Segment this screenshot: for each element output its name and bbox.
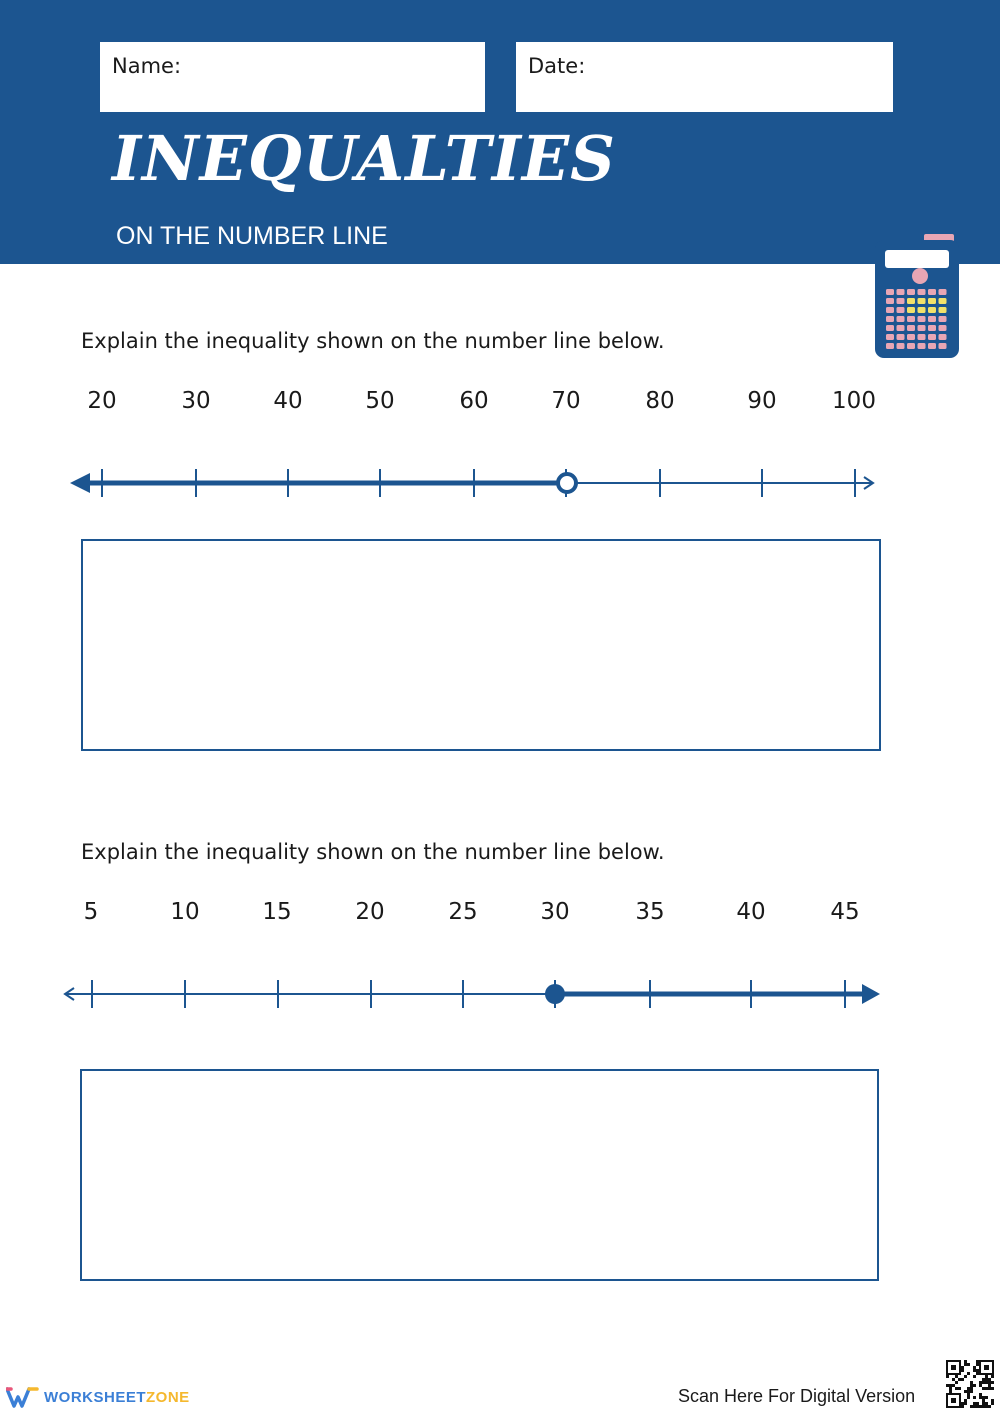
nl1-tick-label: 80 xyxy=(645,388,675,414)
calculator-key xyxy=(886,343,894,349)
calculator-key xyxy=(939,325,947,331)
qr-cell xyxy=(952,1378,955,1381)
calculator-key xyxy=(886,289,894,295)
qr-cell xyxy=(970,1405,973,1408)
qr-cell xyxy=(961,1378,964,1381)
qr-cell xyxy=(961,1405,964,1408)
calculator-key xyxy=(918,307,926,313)
nl2-tick-label: 25 xyxy=(448,899,478,925)
qr-cell xyxy=(973,1375,976,1378)
calculator-key xyxy=(897,289,905,295)
qr-cell xyxy=(973,1405,976,1408)
qr-cell xyxy=(976,1369,979,1372)
calculator-key xyxy=(918,325,926,331)
calculator-key xyxy=(928,289,936,295)
qr-cell xyxy=(988,1381,991,1384)
calculator-key xyxy=(918,343,926,349)
qr-cell xyxy=(973,1402,976,1405)
qr-cell xyxy=(985,1396,988,1399)
qr-cell xyxy=(985,1375,988,1378)
qr-cell xyxy=(946,1384,949,1387)
qr-cell xyxy=(985,1402,988,1405)
qr-cell xyxy=(991,1399,994,1402)
qr-cell xyxy=(979,1405,982,1408)
name-field[interactable] xyxy=(100,42,485,112)
qr-cell xyxy=(988,1378,991,1381)
qr-cell xyxy=(949,1384,952,1387)
number-line-1-labels xyxy=(0,388,1000,418)
qr-cell xyxy=(967,1387,970,1390)
qr-cell xyxy=(949,1390,952,1393)
qr-cell xyxy=(946,1375,949,1378)
calculator-key xyxy=(918,334,926,340)
number-line-2 xyxy=(0,964,1000,1024)
nl2-closed-endpoint xyxy=(545,984,565,1004)
nl1-tick-label: 90 xyxy=(747,388,777,414)
name-label: Name: xyxy=(112,54,182,78)
calculator-icon xyxy=(872,234,962,360)
qr-cell xyxy=(964,1402,967,1405)
nl1-tick-label: 100 xyxy=(832,388,876,414)
nl2-tick-label: 30 xyxy=(540,899,570,925)
nl2-tick-label: 20 xyxy=(355,899,385,925)
brand-name-part1: WORKSHEET xyxy=(44,1388,146,1406)
nl1-tick-label: 30 xyxy=(181,388,211,414)
nl1-tick-label: 20 xyxy=(87,388,117,414)
nl2-tick-label: 45 xyxy=(830,899,860,925)
calculator-key xyxy=(907,334,915,340)
qr-cell xyxy=(967,1393,970,1396)
qr-cell xyxy=(982,1387,985,1390)
qr-cell xyxy=(976,1360,979,1363)
number-line-1 xyxy=(0,453,1000,513)
qr-cell xyxy=(958,1387,961,1390)
calculator-key xyxy=(928,325,936,331)
qr-cell xyxy=(991,1381,994,1384)
nl1-tick-label: 50 xyxy=(365,388,395,414)
calculator-key xyxy=(886,325,894,331)
nl1-tick-label: 70 xyxy=(551,388,581,414)
qr-cell xyxy=(973,1384,976,1387)
qr-cell xyxy=(976,1363,979,1366)
qr-cell xyxy=(991,1402,994,1405)
brand-logo[interactable] xyxy=(6,1384,190,1410)
calculator-key xyxy=(907,316,915,322)
qr-cell xyxy=(964,1363,967,1366)
qr-cell xyxy=(964,1375,967,1378)
qr-cell xyxy=(991,1387,994,1390)
qr-cell xyxy=(970,1387,973,1390)
nl2-tick-label: 35 xyxy=(635,899,665,925)
nl1-tick-label: 40 xyxy=(273,388,303,414)
qr-cell xyxy=(952,1384,955,1387)
qr-cell xyxy=(949,1387,952,1390)
calculator-key xyxy=(897,307,905,313)
calculator-key xyxy=(897,298,905,304)
calculator-key xyxy=(939,307,947,313)
qr-cell xyxy=(961,1369,964,1372)
qr-cell xyxy=(982,1378,985,1381)
qr-cell xyxy=(985,1378,988,1381)
brand-name xyxy=(44,1389,190,1406)
answer-box-2[interactable] xyxy=(80,1069,879,1281)
calculator-key xyxy=(939,298,947,304)
qr-cell xyxy=(955,1375,958,1378)
question-1-prompt: Explain the inequality shown on the number line below. xyxy=(81,329,665,353)
worksheetzone-logo-icon xyxy=(6,1386,40,1408)
calculator-key xyxy=(939,316,947,322)
qr-cell xyxy=(982,1399,985,1402)
qr-cell xyxy=(982,1402,985,1405)
page-title: INEQUALTIES xyxy=(112,122,616,195)
qr-cell xyxy=(973,1369,976,1372)
qr-cell xyxy=(961,1402,964,1405)
qr-cell xyxy=(973,1396,976,1399)
calculator-key xyxy=(939,334,947,340)
qr-cell xyxy=(967,1372,970,1375)
calculator-key xyxy=(897,334,905,340)
date-field[interactable] xyxy=(516,42,893,112)
question-2-prompt: Explain the inequality shown on the number line below. xyxy=(81,840,665,864)
calculator-key xyxy=(886,298,894,304)
nl2-tick-label: 10 xyxy=(170,899,200,925)
qr-cell xyxy=(982,1405,985,1408)
qr-cell xyxy=(964,1360,967,1363)
calculator-key xyxy=(886,316,894,322)
calculator-key xyxy=(928,316,936,322)
calculator-key xyxy=(928,298,936,304)
qr-cell xyxy=(967,1396,970,1399)
header-banner xyxy=(0,0,1000,264)
qr-cell xyxy=(979,1396,982,1399)
calculator-key xyxy=(918,289,926,295)
qr-cell xyxy=(964,1399,967,1402)
qr-cell xyxy=(970,1390,973,1393)
qr-cell xyxy=(955,1381,958,1384)
calculator-key xyxy=(897,343,905,349)
qr-cell xyxy=(985,1405,988,1408)
qr-cell xyxy=(979,1393,982,1396)
qr-cell xyxy=(985,1381,988,1384)
qr-cell xyxy=(961,1366,964,1369)
qr-cell xyxy=(982,1381,985,1384)
qr-cell xyxy=(988,1387,991,1390)
qr-cell xyxy=(988,1384,991,1387)
qr-cell xyxy=(976,1405,979,1408)
answer-box-1[interactable] xyxy=(81,539,881,751)
qr-cell xyxy=(982,1396,985,1399)
calculator-key xyxy=(918,298,926,304)
calculator-key xyxy=(907,343,915,349)
qr-cell xyxy=(967,1390,970,1393)
qr-cell xyxy=(955,1387,958,1390)
qr-cell xyxy=(991,1375,994,1378)
qr-cell xyxy=(979,1384,982,1387)
nl2-right-arrowhead xyxy=(862,984,880,1004)
nl2-tick-label: 5 xyxy=(83,899,99,925)
calculator-key xyxy=(886,307,894,313)
nl1-tick-label: 60 xyxy=(459,388,489,414)
nl2-tick-label: 15 xyxy=(262,899,292,925)
nl1-open-endpoint xyxy=(558,474,576,492)
qr-cell xyxy=(964,1390,967,1393)
number-line-2-labels xyxy=(0,899,1000,929)
calculator-key xyxy=(907,289,915,295)
calculator-key xyxy=(907,325,915,331)
calculator-key xyxy=(907,307,915,313)
calculator-key xyxy=(918,316,926,322)
page-subtitle: ON THE NUMBER LINE xyxy=(116,222,388,250)
calculator-key xyxy=(928,343,936,349)
calculator-key xyxy=(939,289,947,295)
scan-caption: Scan Here For Digital Version xyxy=(678,1386,916,1406)
nl1-left-arrowhead xyxy=(70,473,90,493)
calculator-key xyxy=(928,307,936,313)
nl2-tick-label: 40 xyxy=(736,899,766,925)
qr-cell xyxy=(967,1363,970,1366)
qr-cell xyxy=(970,1384,973,1387)
qr-cell xyxy=(979,1381,982,1384)
qr-code-icon[interactable] xyxy=(946,1360,994,1408)
qr-cell xyxy=(976,1372,979,1375)
qr-cell xyxy=(958,1378,961,1381)
date-label: Date: xyxy=(528,54,586,78)
qr-cell xyxy=(988,1405,991,1408)
calculator-key xyxy=(886,334,894,340)
qr-cell xyxy=(970,1381,973,1384)
calculator-key xyxy=(939,343,947,349)
calculator-key xyxy=(928,334,936,340)
brand-name-part2: ZONE xyxy=(146,1388,190,1406)
qr-cell xyxy=(973,1366,976,1369)
calculator-key xyxy=(897,316,905,322)
calculator-key xyxy=(907,298,915,304)
qr-cell xyxy=(985,1387,988,1390)
qr-cell xyxy=(976,1402,979,1405)
calculator-key xyxy=(897,325,905,331)
